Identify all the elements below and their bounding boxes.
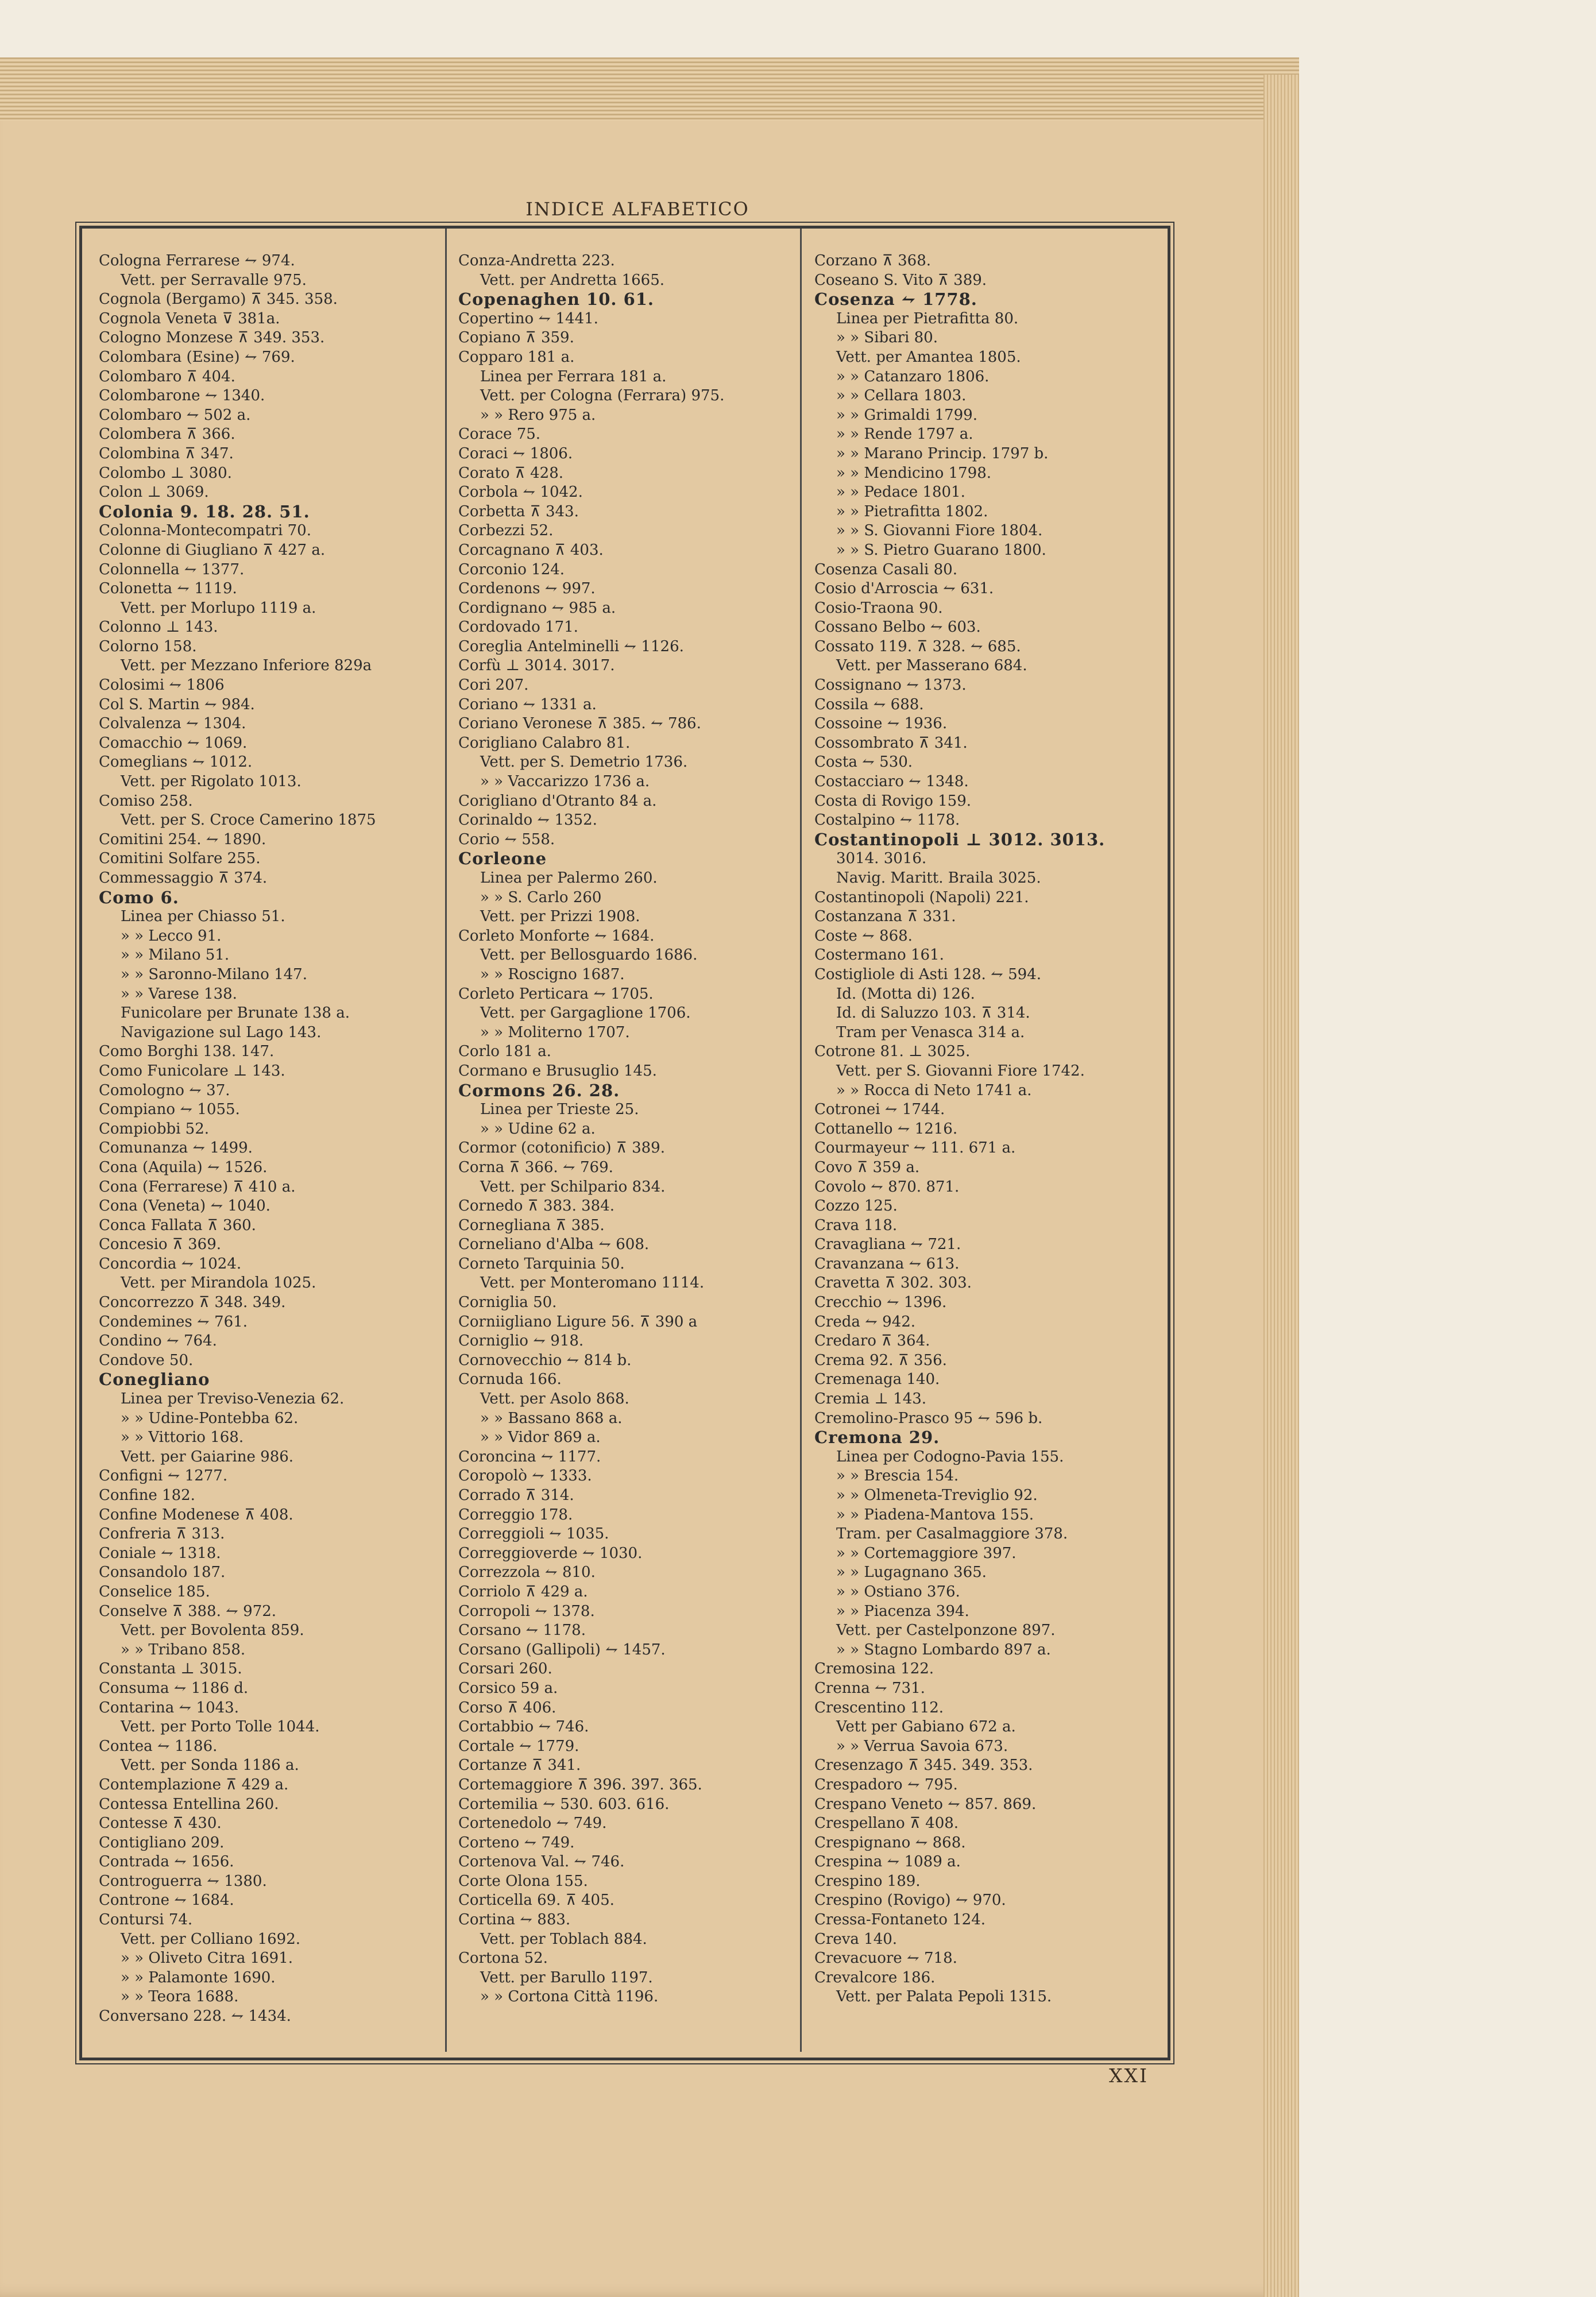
index-entry: Id. (Motta di) 126. (836, 985, 975, 1003)
index-entry: Cornedo ⊼ 383. 384. (458, 1197, 615, 1215)
index-entry: Configni ⥊ 1277. (99, 1467, 228, 1485)
index-entry: Corsari 260. (458, 1660, 552, 1678)
index-entry: Contursi 74. (99, 1911, 193, 1929)
index-entry: Vett. per Castelponzone 897. (836, 1622, 1056, 1639)
index-entry: Conca Fallata ⊼ 360. (99, 1216, 256, 1234)
index-entry: Costa di Rovigo 159. (814, 792, 972, 810)
index-entry: Cortenova Val. ⥊ 746. (458, 1853, 625, 1871)
index-entry: Cortemilia ⥊ 530. 603. 616. (458, 1795, 670, 1813)
index-entry: Contigliano 209. (99, 1834, 225, 1851)
index-entry: Vett. per Palata Pepoli 1315. (836, 1988, 1052, 2006)
index-entry: » » S. Carlo 260 (480, 888, 602, 906)
index-entry: Cona (Veneta) ⥊ 1040. (99, 1197, 270, 1215)
index-entry: Cosenza Casali 80. (814, 560, 957, 578)
index-entry: Corte Olona 155. (458, 1872, 588, 1890)
index-entry: » » Udine-Pontebba 62. (121, 1409, 299, 1427)
index-entry: Copparo 181 a. (458, 348, 575, 366)
index-entry: Corleto Monforte ⥊ 1684. (458, 927, 655, 945)
index-entry: » » Catanzaro 1806. (836, 368, 990, 385)
index-entry: Contea ⥊ 1186. (99, 1737, 218, 1755)
index-heading: Cosenza ⥊ 1778. (814, 289, 977, 310)
index-entry: Correzzola ⥊ 810. (458, 1564, 596, 1581)
index-entry: Corigliano Calabro 81. (458, 734, 631, 752)
index-entry: Cossignano ⥊ 1373. (814, 676, 967, 694)
index-entry: Corropoli ⥊ 1378. (458, 1602, 595, 1620)
index-entry: Vett. per Barullo 1197. (480, 1969, 653, 1986)
index-entry: Colombera ⊼ 366. (99, 426, 235, 443)
index-entry: Costanzana ⊼ 331. (814, 908, 956, 926)
index-entry: Crespino 189. (814, 1872, 921, 1890)
index-entry: Coraci ⥊ 1806. (458, 444, 573, 462)
index-entry: » » Roscigno 1687. (480, 965, 625, 983)
index-entry: » » Rero 975 a. (480, 406, 596, 424)
index-entry: Crema 92. ⊼ 356. (814, 1351, 947, 1369)
index-entry: Colombara (Esine) ⥊ 769. (99, 348, 295, 366)
index-entry: Corigliano d'Otranto 84 a. (458, 792, 657, 810)
index-entry: Corace 75. (458, 426, 541, 443)
index-entry: Cortanze ⊼ 341. (458, 1757, 581, 1774)
index-entry: Condove 50. (99, 1351, 194, 1369)
index-entry: Cremolino-Prasco 95 ⥊ 596 b. (814, 1409, 1043, 1427)
index-entry: Coropolò ⥊ 1333. (458, 1467, 592, 1485)
index-entry: Coriano Veronese ⊼ 385. ⥊ 786. (458, 715, 701, 733)
index-entry: » » S. Pietro Guarano 1800. (836, 541, 1046, 559)
index-entry: » » Lecco 91. (121, 927, 222, 945)
index-entry: Concesio ⊼ 369. (99, 1236, 222, 1254)
index-heading: Colonia 9. 18. 28. 51. (99, 501, 310, 521)
index-entry: Cremia ⊥ 143. (814, 1390, 927, 1408)
index-entry: Vett. per Schilpario 834. (480, 1178, 666, 1196)
index-entry: Corniigliano Ligure 56. ⊼ 390 a (458, 1313, 698, 1331)
index-entry: » » S. Giovanni Fiore 1804. (836, 522, 1043, 540)
index-entry: Contarina ⥊ 1043. (99, 1699, 239, 1716)
index-entry: Cognola Veneta ⊽ 381a. (99, 310, 280, 327)
index-entry: Cornuda 166. (458, 1371, 562, 1389)
index-entry: Vett. per Porto Tolle 1044. (121, 1718, 320, 1736)
index-entry: » » Pedace 1801. (836, 484, 965, 501)
index-entry: Comologno ⥊ 37. (99, 1081, 230, 1099)
index-entry: Vett. per Bellosguardo 1686. (480, 946, 698, 964)
index-entry: Cravanzana ⥊ 613. (814, 1255, 960, 1273)
index-entry: » » Mendicino 1798. (836, 464, 992, 482)
index-entry: Corbetta ⊼ 343. (458, 502, 579, 520)
index-entry: Conza-Andretta 223. (458, 252, 615, 269)
index-entry: Controne ⥊ 1684. (99, 1892, 234, 1909)
index-entry: Corsico 59 a. (458, 1679, 558, 1697)
index-entry: Vett. per Mirandola 1025. (121, 1274, 316, 1292)
index-column-2 (458, 252, 791, 2037)
index-entry: Crecchio ⥊ 1396. (814, 1294, 947, 1312)
index-entry: Crescentino 112. (814, 1699, 944, 1716)
index-entry: » » Pietrafitta 1802. (836, 502, 988, 520)
index-entry: » » Vaccarizzo 1736 a. (480, 773, 650, 791)
index-entry: Crava 118. (814, 1216, 898, 1234)
index-entry: Vett. per S. Giovanni Fiore 1742. (836, 1062, 1085, 1080)
index-entry: » » Vidor 869 a. (480, 1429, 601, 1447)
index-entry: Conselve ⊼ 388. ⥊ 972. (99, 1602, 277, 1620)
index-entry: Cosio-Traona 90. (814, 599, 943, 617)
index-entry: Cozzo 125. (814, 1197, 898, 1215)
index-entry: Col S. Martin ⥊ 984. (99, 695, 255, 713)
index-entry: Cordignano ⥊ 985 a. (458, 599, 616, 617)
index-entry: Costalpino ⥊ 1178. (814, 811, 960, 829)
index-entry: Vett. per Cologna (Ferrara) 975. (480, 387, 725, 405)
index-entry: Cossato 119. ⊼ 328. ⥊ 685. (814, 637, 1021, 655)
index-entry: Colonno ⊥ 143. (99, 618, 218, 636)
index-entry: Corsano (Gallipoli) ⥊ 1457. (458, 1641, 666, 1658)
index-entry: Colombina ⊼ 347. (99, 444, 234, 462)
index-entry: Corbezzi 52. (458, 522, 554, 540)
index-entry: » » Rocca di Neto 1741 a. (836, 1081, 1032, 1099)
page-header: INDICE ALFABETICO (525, 198, 749, 220)
index-column-1 (99, 252, 432, 2037)
index-entry: » » Cortemaggiore 397. (836, 1544, 1017, 1562)
index-entry: Crespina ⥊ 1089 a. (814, 1853, 961, 1871)
index-entry: Courmayeur ⥊ 111. 671 a. (814, 1139, 1016, 1157)
index-entry: Comeglians ⥊ 1012. (99, 753, 253, 771)
index-entry: Coreglia Antelminelli ⥊ 1126. (458, 637, 684, 655)
index-entry: » » Rende 1797 a. (836, 426, 973, 443)
index-entry: Navig. Maritt. Braila 3025. (836, 869, 1041, 887)
index-entry: Comunanza ⥊ 1499. (99, 1139, 253, 1157)
index-entry: Covolo ⥊ 870. 871. (814, 1178, 960, 1196)
index-entry: Vett. per Monteromano 1114. (480, 1274, 705, 1292)
index-entry: Colvalenza ⥊ 1304. (99, 715, 246, 733)
index-entry: Corneto Tarquinia 50. (458, 1255, 625, 1273)
index-entry: Constanta ⊥ 3015. (99, 1660, 242, 1678)
index-entry: Colonne di Giugliano ⊼ 427 a. (99, 541, 326, 559)
index-entry: Tram. per Casalmaggiore 378. (836, 1525, 1068, 1543)
index-entry: Cortona 52. (458, 1950, 548, 1967)
index-entry: Vett. per Masserano 684. (836, 657, 1027, 675)
index-entry: Corlo 181 a. (458, 1043, 551, 1061)
index-entry: Vett. per Prizzi 1908. (480, 908, 640, 926)
index-heading: Como 6. (99, 887, 179, 907)
index-entry: Cortina ⥊ 883. (458, 1911, 571, 1929)
index-entry: Copertino ⥊ 1441. (458, 310, 598, 327)
index-entry: Crespadoro ⥊ 795. (814, 1776, 958, 1793)
index-entry: Colombaro ⊼ 404. (99, 368, 235, 385)
index-entry: Costigliole di Asti 128. ⥊ 594. (814, 965, 1042, 983)
index-entry: » » Sibari 80. (836, 329, 938, 347)
index-entry: Crespano Veneto ⥊ 857. 869. (814, 1795, 1037, 1813)
index-entry: Tram per Venasca 314 a. (836, 1023, 1025, 1041)
index-entry: Creda ⥊ 942. (814, 1313, 916, 1331)
index-entry: Condemines ⥊ 761. (99, 1313, 248, 1331)
index-entry: Crespignano ⥊ 868. (814, 1834, 966, 1851)
index-entry: Cressa-Fontaneto 124. (814, 1911, 986, 1929)
index-heading: Cormons 26. 28. (458, 1080, 620, 1100)
index-entry: Colon ⊥ 3069. (99, 484, 209, 501)
index-entry: Crenna ⥊ 731. (814, 1679, 925, 1697)
index-entry: Cologno Monzese ⊼ 349. 353. (99, 329, 325, 347)
index-entry: » » Marano Princip. 1797 b. (836, 444, 1049, 462)
index-entry: Linea per Chiasso 51. (121, 908, 285, 926)
index-entry: Colosimi ⥊ 1806 (99, 676, 225, 694)
index-entry: Linea per Treviso-Venezia 62. (121, 1390, 345, 1408)
index-entry: Costantinopoli (Napoli) 221. (814, 888, 1029, 906)
index-entry: Vett. per Bovolenta 859. (121, 1622, 304, 1639)
index-entry: Comiso 258. (99, 792, 193, 810)
index-entry: Coniale ⥊ 1318. (99, 1544, 221, 1562)
index-entry: Corio ⥊ 558. (458, 830, 555, 848)
index-entry: Covo ⊼ 359 a. (814, 1158, 920, 1176)
index-entry: Cortenedolo ⥊ 749. (458, 1815, 607, 1832)
index-entry: Cossombrato ⊼ 341. (814, 734, 968, 752)
index-entry: Vett. per Serravalle 975. (121, 271, 307, 289)
index-entry: Corna ⊼ 366. ⥊ 769. (458, 1158, 613, 1176)
page-edges-top (0, 57, 1299, 121)
index-entry: Cologna Ferrarese ⥊ 974. (99, 252, 295, 269)
index-entry: Cognola (Bergamo) ⊼ 345. 358. (99, 291, 338, 308)
index-entry: Corleto Perticara ⥊ 1705. (458, 985, 654, 1003)
index-entry: Vett. per Sonda 1186 a. (121, 1757, 299, 1774)
index-entry: Coriano ⥊ 1331 a. (458, 695, 597, 713)
index-entry: Funicolare per Brunate 138 a. (121, 1004, 350, 1022)
index-entry: Cordenons ⥊ 997. (458, 580, 596, 598)
index-entry: Contessa Entellina 260. (99, 1795, 279, 1813)
index-entry: » » Cellara 1803. (836, 387, 967, 405)
index-entry: Corniglia 50. (458, 1294, 557, 1312)
index-entry: Cori 207. (458, 676, 529, 694)
index-entry: Navigazione sul Lago 143. (121, 1023, 322, 1041)
index-entry: Corbola ⥊ 1042. (458, 484, 583, 501)
index-entry: Comitini Solfare 255. (99, 850, 261, 868)
index-entry: » » Olmeneta-Treviglio 92. (836, 1487, 1038, 1504)
index-entry: Creva 140. (814, 1930, 898, 1948)
index-entry: Vett. per Morlupo 1119 a. (121, 599, 316, 617)
index-entry: Controguerra ⥊ 1380. (99, 1872, 267, 1890)
index-entry: » » Teora 1688. (121, 1988, 239, 2006)
index-entry: Colombarone ⥊ 1340. (99, 387, 265, 405)
index-entry: Colonna-Montecompatri 70. (99, 522, 311, 540)
index-column-3 (814, 252, 1153, 2037)
index-entry: Cortemaggiore ⊼ 396. 397. 365. (458, 1776, 702, 1793)
index-entry: Vett per Gabiano 672 a. (836, 1718, 1016, 1736)
index-entry: Crevalcore 186. (814, 1969, 936, 1986)
index-entry: Vett. per Gargaglione 1706. (480, 1004, 691, 1022)
index-entry: Cottanello ⥊ 1216. (814, 1120, 958, 1138)
index-entry: Id. di Saluzzo 103. ⊼ 314. (836, 1004, 1030, 1022)
column-divider (445, 229, 447, 2052)
index-entry: Corsano ⥊ 1178. (458, 1622, 586, 1639)
index-entry: » » Tribano 858. (121, 1641, 246, 1658)
index-entry: Corinaldo ⥊ 1352. (458, 811, 597, 829)
index-entry: » » Verrua Savoia 673. (836, 1737, 1008, 1755)
index-entry: » » Bassano 868 a. (480, 1409, 623, 1427)
index-entry: Conselice 185. (99, 1583, 210, 1600)
index-entry: Costacciaro ⥊ 1348. (814, 773, 969, 791)
index-entry: Correggioli ⥊ 1035. (458, 1525, 609, 1543)
index-entry: » » Oliveto Citra 1691. (121, 1950, 293, 1967)
index-entry: Corteno ⥊ 749. (458, 1834, 575, 1851)
index-entry: Consuma ⥊ 1186 d. (99, 1679, 249, 1697)
page-edges-right (1263, 75, 1299, 2297)
index-entry: Colonetta ⥊ 1119. (99, 580, 237, 598)
index-entry: Corato ⊼ 428. (458, 464, 564, 482)
index-entry: Contesse ⊼ 430. (99, 1815, 222, 1832)
index-entry: Linea per Trieste 25. (480, 1101, 639, 1119)
index-entry: Vett. per Colliano 1692. (121, 1930, 301, 1948)
index-entry: Cortale ⥊ 1779. (458, 1737, 579, 1755)
index-entry: Corriolo ⊼ 429 a. (458, 1583, 588, 1600)
index-entry: Confine 182. (99, 1487, 195, 1504)
index-entry: Linea per Ferrara 181 a. (480, 368, 667, 385)
index-entry: » » Piacenza 394. (836, 1602, 969, 1620)
index-entry: Cornovecchio ⥊ 814 b. (458, 1351, 632, 1369)
index-entry: Cremosina 122. (814, 1660, 934, 1678)
index-entry: Copiano ⊼ 359. (458, 329, 574, 347)
index-entry: Corcagnano ⊼ 403. (458, 541, 604, 559)
index-entry: Cremenaga 140. (814, 1371, 940, 1389)
index-entry: Corconio 124. (458, 560, 565, 578)
index-entry: Corfù ⊥ 3014. 3017. (458, 657, 615, 675)
index-entry: Vett. per S. Demetrio 1736. (480, 753, 688, 771)
index-entry: Contrada ⥊ 1656. (99, 1853, 234, 1871)
index-entry: » » Stagno Lombardo 897 a. (836, 1641, 1051, 1658)
index-entry: Crespellano ⊼ 408. (814, 1815, 959, 1832)
index-entry: Cordovado 171. (458, 618, 578, 636)
index-entry: Corniglio ⥊ 918. (458, 1332, 584, 1350)
index-entry: Linea per Codogno-Pavia 155. (836, 1448, 1064, 1465)
index-entry: » » Ostiano 376. (836, 1583, 960, 1600)
index-entry: Cosio d'Arroscia ⥊ 631. (814, 580, 994, 598)
index-entry: Cotrone 81. ⊥ 3025. (814, 1043, 971, 1061)
background (0, 0, 1596, 57)
index-entry: Cravetta ⊼ 302. 303. (814, 1274, 972, 1292)
index-entry: Vett. per Rigolato 1013. (121, 773, 302, 791)
index-entry: Cossano Belbo ⥊ 603. (814, 618, 981, 636)
index-entry: Compiano ⥊ 1055. (99, 1101, 240, 1119)
index-entry: Corticella 69. ⊼ 405. (458, 1892, 615, 1909)
index-heading: Copenaghen 10. 61. (458, 289, 655, 310)
index-entry: Vett. per Amantea 1805. (836, 348, 1021, 366)
index-entry: 3014. 3016. (836, 850, 927, 868)
index-entry: Credaro ⊼ 364. (814, 1332, 930, 1350)
index-entry: Colombo ⊥ 3080. (99, 464, 232, 482)
index-entry: Colorno 158. (99, 637, 197, 655)
index-entry: Correggioverde ⥊ 1030. (458, 1544, 643, 1562)
page-number: XXI (1108, 2064, 1149, 2087)
index-entry: Vett. per Andretta 1665. (480, 271, 665, 289)
index-entry: Colonnella ⥊ 1377. (99, 560, 245, 578)
index-entry: Crevacuore ⥊ 718. (814, 1950, 957, 1967)
index-entry: Corneliano d'Alba ⥊ 608. (458, 1236, 650, 1254)
index-entry: » » Grimaldi 1799. (836, 406, 977, 424)
index-entry: Coseano S. Vito ⊼ 389. (814, 271, 987, 289)
index-entry: Cresenzago ⊼ 345. 349. 353. (814, 1757, 1033, 1774)
index-entry: Conversano 228. ⥊ 1434. (99, 2008, 291, 2025)
index-entry: Corzano ⊼ 368. (814, 252, 932, 269)
index-entry: Confreria ⊼ 313. (99, 1525, 225, 1543)
index-heading: Conegliano (99, 1370, 210, 1390)
index-entry: Condino ⥊ 764. (99, 1332, 217, 1350)
index-entry: » » Palamonte 1690. (121, 1969, 276, 1986)
index-entry: Cotronei ⥊ 1744. (814, 1101, 945, 1119)
index-entry: Cossoine ⥊ 1936. (814, 715, 948, 733)
index-entry: Concorrezzo ⊼ 348. 349. (99, 1294, 286, 1312)
index-entry: Compiobbi 52. (99, 1120, 210, 1138)
index-entry: Colombaro ⥊ 502 a. (99, 406, 251, 424)
index-entry: Costa ⥊ 530. (814, 753, 913, 771)
index-entry: Corso ⊼ 406. (458, 1699, 557, 1716)
column-divider (800, 229, 802, 2052)
index-entry: » » Cortona Città 1196. (480, 1988, 659, 2006)
index-entry: » » Saronno-Milano 147. (121, 965, 307, 983)
index-entry: » » Milano 51. (121, 946, 230, 964)
index-entry: Como Borghi 138. 147. (99, 1043, 275, 1061)
index-entry: Coroncina ⥊ 1177. (458, 1448, 601, 1465)
index-entry: Cona (Ferrarese) ⊼ 410 a. (99, 1178, 296, 1196)
index-entry: Contemplazione ⊼ 429 a. (99, 1776, 289, 1793)
index-entry: » » Vittorio 168. (121, 1429, 244, 1447)
index-heading: Cremona 29. (814, 1428, 940, 1448)
index-entry: » » Udine 62 a. (480, 1120, 596, 1138)
index-entry: » » Piadena-Mantova 155. (836, 1506, 1034, 1523)
index-entry: Cormano e Brusuglio 145. (458, 1062, 657, 1080)
index-entry: » » Lugagnano 365. (836, 1564, 987, 1581)
index-entry: » » Varese 138. (121, 985, 237, 1003)
index-entry: Linea per Palermo 260. (480, 869, 658, 887)
index-entry: Concordia ⥊ 1024. (99, 1255, 242, 1273)
index-entry: Corrado ⊼ 314. (458, 1487, 574, 1504)
index-entry: Cormor (cotonificio) ⊼ 389. (458, 1139, 665, 1157)
index-heading: Corleone (458, 849, 547, 869)
index-entry: Como Funicolare ⊥ 143. (99, 1062, 285, 1080)
index-entry: Comitini 254. ⥊ 1890. (99, 830, 266, 848)
index-entry: Vett. per Toblach 884. (480, 1930, 647, 1948)
index-entry: Crespino (Rovigo) ⥊ 970. (814, 1892, 1006, 1909)
index-entry: Cortabbio ⥊ 746. (458, 1718, 589, 1736)
index-entry: Confine Modenese ⊼ 408. (99, 1506, 293, 1523)
index-entry: Vett. per Mezzano Inferiore 829a (121, 657, 372, 675)
index-entry: Vett. per Asolo 868. (480, 1390, 629, 1408)
index-entry: Cornegliana ⊼ 385. (458, 1216, 605, 1234)
index-entry: Cravagliana ⥊ 721. (814, 1236, 961, 1254)
index-entry: Consandolo 187. (99, 1564, 226, 1581)
index-entry: Costermano 161. (814, 946, 944, 964)
index-entry: » » Brescia 154. (836, 1467, 959, 1485)
index-entry: Commessaggio ⊼ 374. (99, 869, 268, 887)
index-entry: Comacchio ⥊ 1069. (99, 734, 248, 752)
index-entry: Coste ⥊ 868. (814, 927, 913, 945)
index-heading: Costantinopoli ⊥ 3012. 3013. (814, 829, 1106, 849)
index-entry: » » Moliterno 1707. (480, 1023, 630, 1041)
index-entry: Vett. per S. Croce Camerino 1875 (121, 811, 376, 829)
index-entry: Vett. per Gaiarine 986. (121, 1448, 294, 1465)
index-entry: Correggio 178. (458, 1506, 573, 1523)
index-entry: Cossila ⥊ 688. (814, 695, 924, 713)
index-entry: Linea per Pietrafitta 80. (836, 310, 1019, 327)
index-entry: Cona (Aquila) ⥊ 1526. (99, 1158, 268, 1176)
